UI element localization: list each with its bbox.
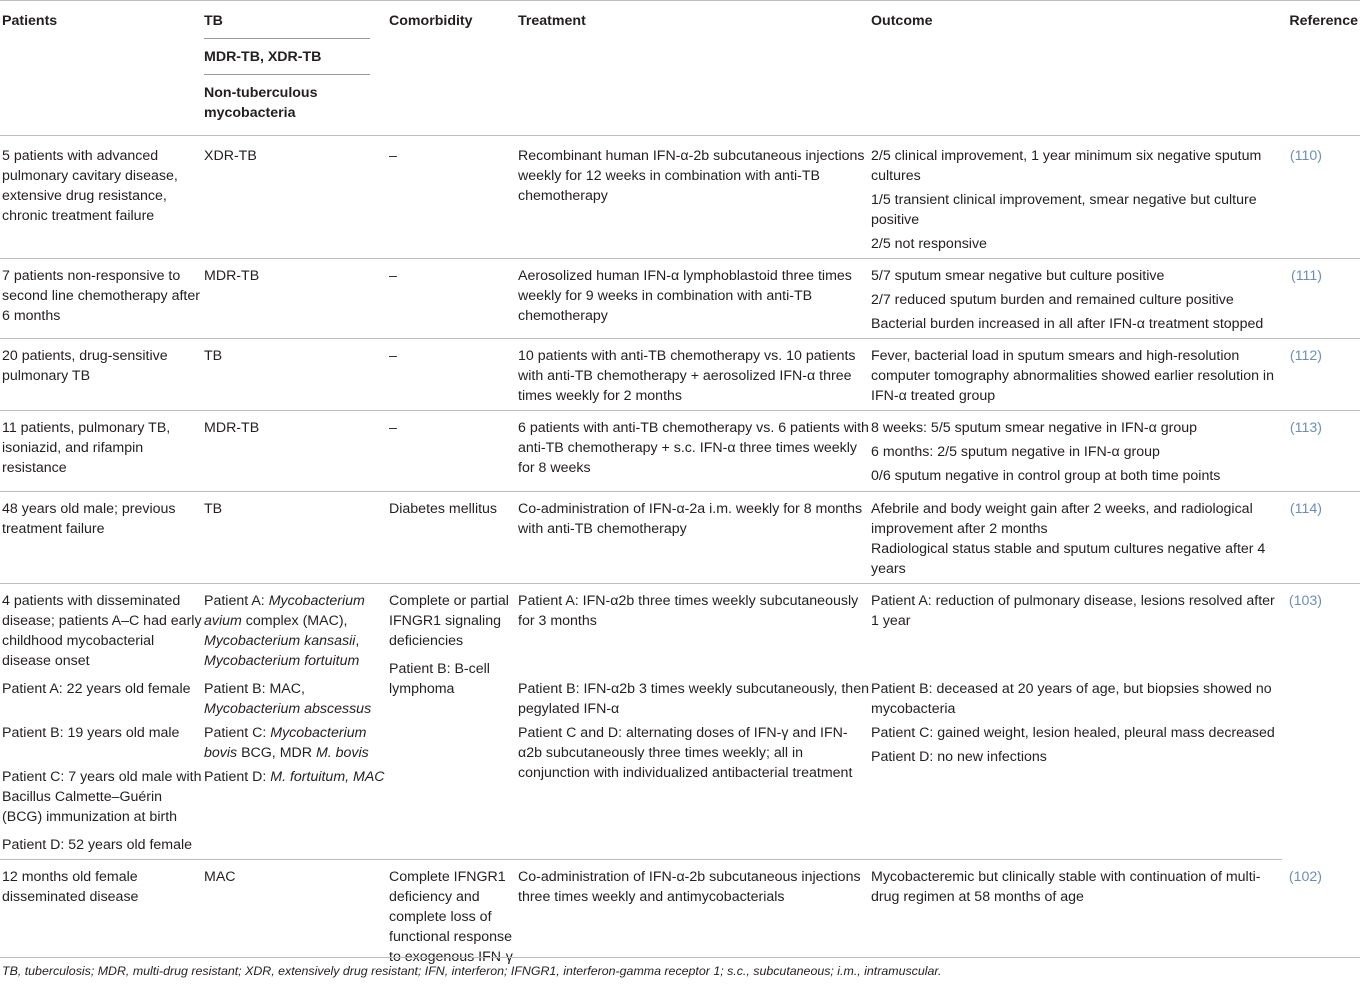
- header-tb-label: TB: [204, 11, 370, 39]
- cell-comorbidity: Diabetes mellitus: [387, 492, 516, 584]
- treatment-line: Patient A: IFN-α2b three times weekly subcutaneously for 3 months: [518, 593, 859, 629]
- table-row: [0, 339, 1360, 411]
- cell-comorbidity: –: [387, 136, 516, 259]
- header-tb-sub2: Non-tuberculous mycobacteria: [204, 85, 318, 121]
- tb-line-a: Patient A: Mycobacterium avium complex (MAC), Mycobacterium kansasii, Mycobacterium fortuitum: [204, 593, 365, 669]
- patient-line: Patient B: 19 years old male: [2, 725, 180, 741]
- outcome-line: Afebrile and body weight gain after 2 weeks, and radiological improvement after 2 months: [871, 501, 1253, 537]
- outcome-line: 6 months: 2/5 sputum negative in IFN-α group: [871, 444, 1160, 460]
- treatment-line: Patient B: IFN-α2b 3 times weekly subcutaneously, then pegylated IFN-α: [518, 681, 869, 717]
- patient-line: Patient C: 7 years old male with Bacillus Calmette–Guérin (BCG) immunization at birth: [2, 769, 202, 825]
- header-patients: Patients: [0, 1, 202, 136]
- reference-link[interactable]: (103): [1288, 593, 1322, 609]
- outcome-line: 1/5 transient clinical improvement, smear negative but culture positive: [871, 192, 1257, 228]
- cell-treatment: Aerosolized human IFN-α lymphoblastoid three times weekly for 9 weeks in combination with anti-TB chemotherapy: [516, 259, 869, 339]
- patient-line: Patient D: 52 years old female: [2, 837, 193, 853]
- cell-outcome: [869, 492, 1282, 584]
- outcome-line: 0/6 sputum negative in control group at both time points: [871, 468, 1221, 484]
- outcome-line: 2/5 clinical improvement, 1 year minimum six negative sputum cultures: [871, 148, 1262, 184]
- outcome-line: 5/7 sputum smear negative but culture positive: [871, 268, 1165, 284]
- cell-treatment: 6 patients with anti-TB chemotherapy vs. 6 patients with anti-TB chemotherapy + s.c. IFN-α three times weekly for 8 weeks: [516, 411, 869, 492]
- header-tb-sub1: MDR-TB, XDR-TB: [204, 47, 370, 75]
- cell-treatment: 10 patients with anti-TB chemotherapy vs. 10 patients with anti-TB chemotherapy + aerosolized IFN-α three times weekly for 2 months: [516, 339, 869, 411]
- table-row: [0, 136, 1360, 259]
- cell-patients: 7 patients non-responsive to second line chemotherapy after 6 months: [0, 259, 202, 339]
- outcome-line: Bacterial burden increased in all after IFN-α treatment stopped: [871, 316, 1264, 332]
- cell-patients: [0, 584, 202, 860]
- outcome-line: Patient C: gained weight, lesion healed, pleural mass decreased: [871, 725, 1275, 741]
- cell-treatment: Co-administration of IFN-α-2a i.m. weekly for 8 months with anti-TB chemotherapy: [516, 492, 869, 584]
- reference-link[interactable]: (102): [1288, 868, 1322, 885]
- outcome-line: Patient A: reduction of pulmonary disease, lesions resolved after 1 year: [871, 593, 1275, 629]
- cell-outcome: Mycobacteremic but clinically stable with continuation of multi-drug regimen at 58 months of age: [871, 869, 1261, 905]
- header-comorbidity: Comorbidity: [387, 1, 516, 136]
- outcome-line: Patient B: deceased at 20 years of age, but biopsies showed no mycobacteria: [871, 681, 1272, 717]
- cell-tb: MDR-TB: [202, 411, 387, 492]
- patient-line: Patient A: 22 years old female: [2, 681, 191, 697]
- comorbidity-line: Complete or partial IFNGR1 signaling deficiencies: [389, 593, 509, 649]
- reference-link[interactable]: (113): [1282, 411, 1360, 492]
- header-tb: [202, 1, 387, 136]
- table-row: [0, 411, 1360, 492]
- table-footnote: TB, tuberculosis; MDR, multi-drug resistant; XDR, extensively drug resistant; IFN, interferon; IFNGR1, interferon-gamma receptor 1; s.c., subcutaneous; i.m., intramuscular.: [2, 964, 942, 978]
- cell-tb: TB: [202, 339, 387, 411]
- outcome-line: 8 weeks: 5/5 sputum smear negative in IFN-α group: [871, 420, 1197, 436]
- cell-comorbidity: –: [387, 259, 516, 339]
- outcome-line: 2/7 reduced sputum burden and remained culture positive: [871, 292, 1234, 308]
- cell-outcome: [869, 136, 1282, 259]
- cell-comorbidity: Complete IFNGR1 deficiency and complete loss of functional response to exogenous IFN-γ: [389, 869, 513, 965]
- table-bottom-rule: [0, 957, 1360, 958]
- table-row: [0, 584, 1360, 860]
- cell-comorbidity: –: [387, 339, 516, 411]
- table-row: [0, 492, 1360, 584]
- cell-comorbidity: –: [387, 411, 516, 492]
- cell-treatment: Recombinant human IFN-α-2b subcutaneous injections weekly for 12 weeks in combination with anti-TB chemotherapy: [516, 136, 869, 259]
- cell-tb: XDR-TB: [202, 136, 387, 259]
- reference-link[interactable]: (111): [1282, 259, 1360, 339]
- header-reference: Reference: [1282, 1, 1360, 136]
- cell-patients: 5 patients with advanced pulmonary cavitary disease, extensive drug resistance, chronic treatment failure: [0, 136, 202, 259]
- cell-patients: 20 patients, drug-sensitive pulmonary TB: [0, 339, 202, 411]
- reference-link[interactable]: (112): [1282, 339, 1360, 411]
- reference-link[interactable]: (114): [1282, 492, 1360, 584]
- table-row: [0, 259, 1360, 339]
- cell-tb: [202, 584, 387, 860]
- cell-patients: 11 patients, pulmonary TB, isoniazid, and rifampin resistance: [0, 411, 202, 492]
- cell-tb: MAC: [204, 869, 236, 885]
- header-treatment: Treatment: [516, 1, 869, 136]
- cell-treatment: [516, 584, 869, 860]
- treatment-line: Patient C and D: alternating doses of IFN-γ and IFN-α2b subcutaneously three times weekly; all in conjunction with individualized antibacterial treatment: [518, 725, 853, 781]
- cell-comorbidity: [387, 584, 516, 860]
- outcome-line: Fever, bacterial load in sputum smears and high-resolution computer tomography abnormalities showed earlier resolution in IFN-α treated group: [871, 348, 1274, 404]
- tb-line-b: Patient B: MAC, Mycobacterium abscessus: [204, 681, 372, 717]
- tb-line-d: Patient D: M. fortuitum, MAC: [204, 769, 385, 785]
- comorbidity-line: Patient B: B-cell lymphoma: [389, 661, 490, 697]
- cell-patients: 48 years old male; previous treatment failure: [0, 492, 202, 584]
- cell-outcome: [869, 411, 1282, 492]
- tb-line-c: Patient C: Mycobacterium bovis BCG, MDR M. bovis: [204, 725, 369, 761]
- cell-treatment: Co-administration of IFN-α-2b subcutaneous injections three times weekly and antimycobacterials: [518, 869, 861, 905]
- cell-tb: TB: [202, 492, 387, 584]
- patient-line: 4 patients with disseminated disease; patients A–C had early childhood mycobacterial disease onset: [2, 593, 202, 669]
- cell-outcome: [869, 339, 1282, 411]
- cell-patients: 12 months old female disseminated disease: [2, 869, 139, 905]
- reference-link[interactable]: (110): [1282, 136, 1360, 259]
- cell-tb: MDR-TB: [202, 259, 387, 339]
- cell-outcome: [869, 259, 1282, 339]
- header-row: [0, 1, 1360, 136]
- outcome-line: 2/5 not responsive: [871, 236, 987, 252]
- cell-outcome: [869, 584, 1282, 860]
- outcome-line: Radiological status stable and sputum cultures negative after 4 years: [871, 541, 1266, 577]
- header-outcome: Outcome: [869, 1, 1282, 136]
- outcome-line: Patient D: no new infections: [871, 749, 1047, 765]
